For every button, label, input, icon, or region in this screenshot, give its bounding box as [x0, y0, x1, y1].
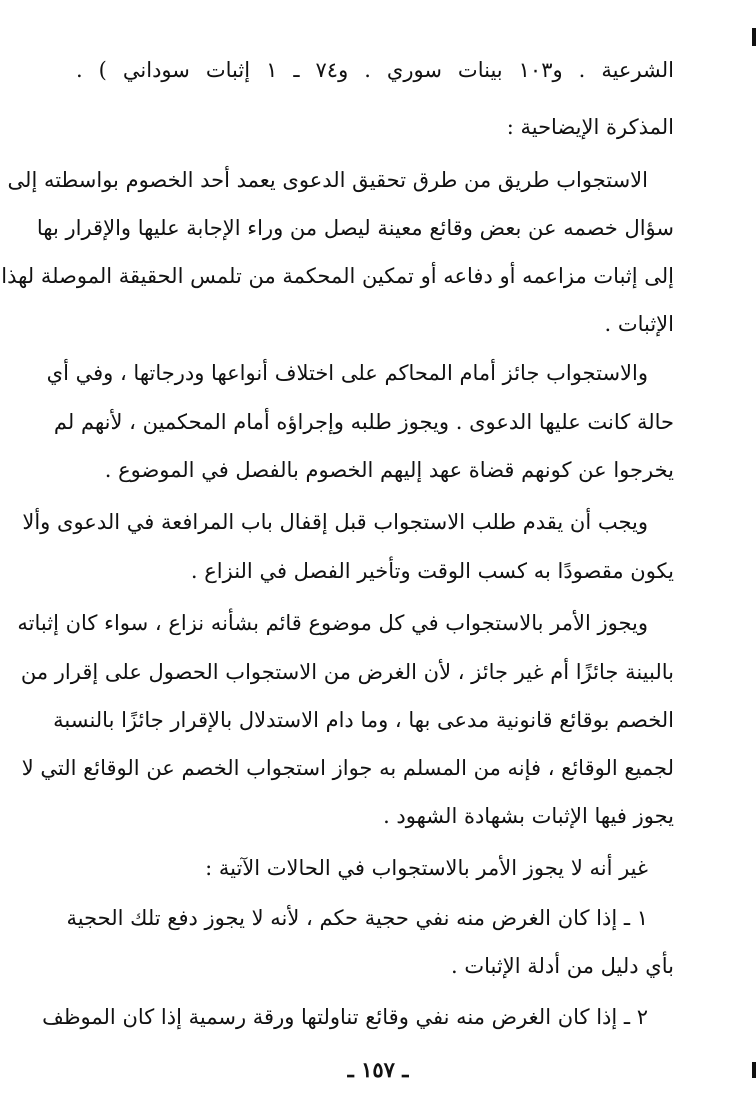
text-line: يخرجوا عن كونهم قضاة عهد إليهم الخصوم بالفصل في الموضوع . [104, 458, 674, 482]
text-line: بأي دليل من أدلة الإثبات . [451, 954, 674, 978]
text-line: الاستجواب طريق من طرق تحقيق الدعوى يعمد أحد الخصوم بواسطته إلى [7, 168, 648, 192]
list-item-2: ٢ ـ إذا كان الغرض منه نفي وقائع تناولتها ورقة رسمية إذا كان الموظف [42, 1005, 648, 1029]
text-line: غير أنه لا يجوز الأمر بالاستجواب في الحالات الآتية : [205, 856, 648, 880]
text-line: سؤال خصمه عن بعض وقائع معينة ليصل من وراء الإجابة عليها والإقرار بها [36, 216, 674, 240]
text-line: يكون مقصودًا به كسب الوقت وتأخير الفصل في النزاع . [190, 559, 674, 583]
scan-edge-mark [752, 28, 756, 46]
scan-edge-mark [752, 1062, 756, 1078]
text-line: يجوز فيها الإثبات بشهادة الشهود . [383, 804, 674, 828]
text-line: إلى إثبات مزاعمه أو دفاعه أو تمكين المحكمة من تلمس الحقيقة الموصلة لهذا [1, 264, 674, 288]
text-line: بالبينة جائزًا أم غير جائز ، لأن الغرض من الاستجواب الحصول على إقرار من [20, 660, 674, 684]
text-line: لجميع الوقائع ، فإنه من المسلم به جواز استجواب الخصم عن الوقائع التي لا [21, 756, 674, 780]
list-item-1: ١ ـ إذا كان الغرض منه نفي حجية حكم ، لأنه لا يجوز دفع تلك الحجية [66, 906, 648, 930]
text-line: الخصم بوقائع قانونية مدعى بها ، وما دام الاستدلال بالإقرار جائزًا بالنسبة [53, 708, 674, 732]
text-line: والاستجواب جائز أمام المحاكم على اختلاف أنواعها ودرجاتها ، وفي أي [46, 361, 648, 385]
text-line: ويجوز الأمر بالاستجواب في كل موضوع قائم بشأنه نزاع ، سواء كان إثباته [17, 611, 648, 635]
text-line: الإثبات . [604, 312, 674, 336]
text-line: ويجب أن يقدم طلب الاستجواب قبل إقفال باب المرافعة في الدعوى وألا [22, 510, 648, 534]
text-line: الشرعية . و١٠٣ بينات سوري . و٧٤ ـ ١ إثبات سوداني ) . [76, 58, 674, 82]
text-line: حالة كانت عليها الدعوى . ويجوز طلبه وإجراؤه أمام المحكمين ، لأنهم لم [53, 410, 674, 434]
page-number: ـ ١٥٧ ـ [347, 1057, 409, 1082]
section-heading: المذكرة الإيضاحية : [506, 115, 674, 139]
